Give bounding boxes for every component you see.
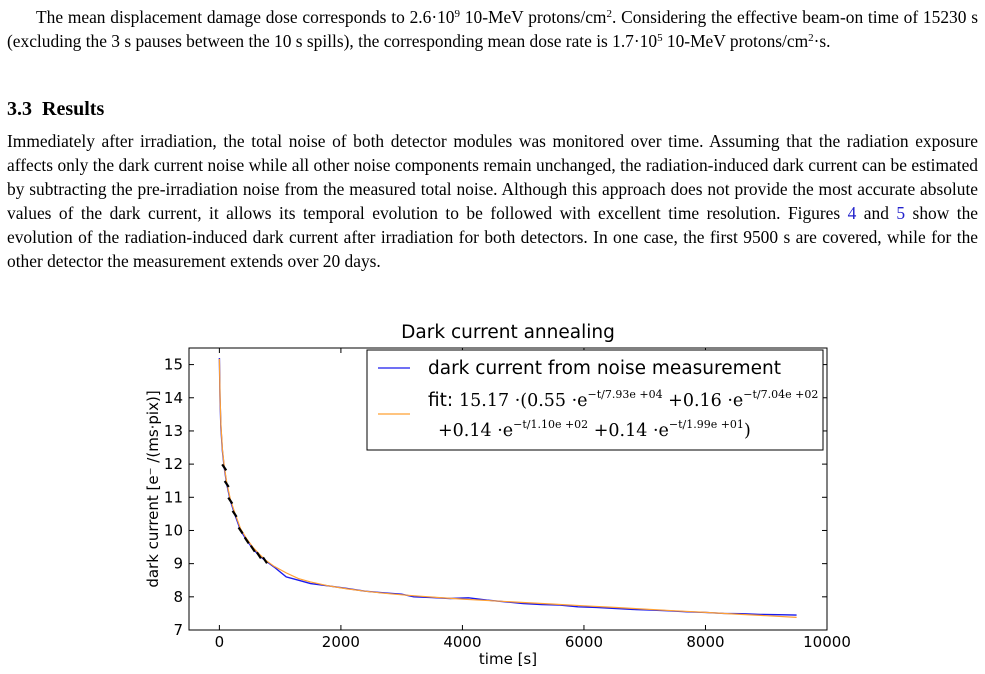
text: . Considering the effective beam-on time of 15230 s (excluding the 3 s pauses between the 10 s spills), the corresponding mean dose rate is 1.7·10	[7, 7, 978, 51]
section-heading	[7, 96, 104, 122]
x-tick-label: 8000	[686, 633, 725, 651]
legend-label-measurement: dark current from noise measurement	[428, 358, 781, 379]
y-tick-label: 13	[163, 421, 183, 440]
x-tick-label: 6000	[564, 633, 604, 651]
fit-text: +0.14 ·e	[438, 421, 514, 441]
text: 10-MeV protons/cm	[460, 7, 607, 27]
x-tick-label: 10000	[803, 633, 851, 651]
superscript: 2	[606, 8, 612, 20]
text: and	[856, 203, 897, 223]
fit-text: +0.14 ·e	[588, 421, 669, 441]
superscript: 2	[808, 32, 814, 44]
y-tick-label: 9	[173, 554, 183, 573]
legend	[367, 350, 823, 450]
superscript: 9	[454, 8, 460, 20]
x-axis-label: time [s]	[478, 650, 538, 668]
text: Immediately after irradiation, the total noise of both detector modules was monitored over time. Assuming that the radiation exposure affects only the dark current noise while all other noise components remain unchanged, the radiation-induced dark current can be estimated by subtracting the pre-irradiation noise from the measured total noise. Although this approach does not provide the most accurate absolute values of the dark current, it allows its temporal evolution to be followed with excellent time resolution. Figures	[7, 131, 978, 223]
figure-ref-4[interactable]: 4	[847, 203, 857, 223]
fit-text: 15.17 ·(0.55 ·e	[459, 391, 588, 411]
x-tick-label: 4000	[443, 633, 482, 651]
fit-text: )	[743, 421, 751, 441]
section-title: Results	[42, 98, 105, 120]
fit-exponent: −t/1.99e +01	[668, 418, 744, 431]
y-tick-label: 15	[163, 355, 183, 374]
fit-exponent: −t/1.10e +02	[513, 418, 589, 431]
fit-text: +0.16 ·e	[662, 391, 744, 411]
y-tick-label: 14	[163, 388, 183, 407]
paragraph-results	[7, 129, 978, 273]
chart-title: Dark current annealing	[401, 322, 615, 343]
text: 10-MeV protons/cm	[662, 31, 809, 51]
y-tick-label: 7	[173, 621, 183, 639]
text: The mean displacement damage dose corresponds to 2.6·10	[36, 7, 455, 27]
paragraph-dose	[7, 5, 978, 53]
fit-exponent: −t/7.04e +02	[743, 388, 819, 401]
x-tick-label: 2000	[321, 633, 360, 651]
section-number: 3.3	[7, 98, 32, 120]
fit-exponent: −t/7.93e +04	[587, 388, 663, 401]
text: ·s.	[813, 31, 831, 51]
y-tick-label: 12	[163, 455, 183, 474]
superscript: 5	[657, 32, 663, 44]
y-tick-label: 11	[163, 488, 183, 507]
y-tick-label: 10	[163, 521, 183, 540]
x-tick-label: 0	[214, 633, 225, 651]
dark-current-figure	[0, 318, 985, 674]
figure-ref-5[interactable]: 5	[896, 203, 906, 223]
y-tick-label: 8	[173, 587, 183, 606]
text: show the evolution of the radiation-induced dark current after irradiation for both detectors. In one case, the first 9500 s are covered, while for the other detector the measurement extends over 20 days.	[7, 203, 978, 271]
y-axis-label: dark current [e⁻ /(ms·pix)]	[144, 390, 162, 588]
fit-label: fit:	[428, 390, 460, 411]
